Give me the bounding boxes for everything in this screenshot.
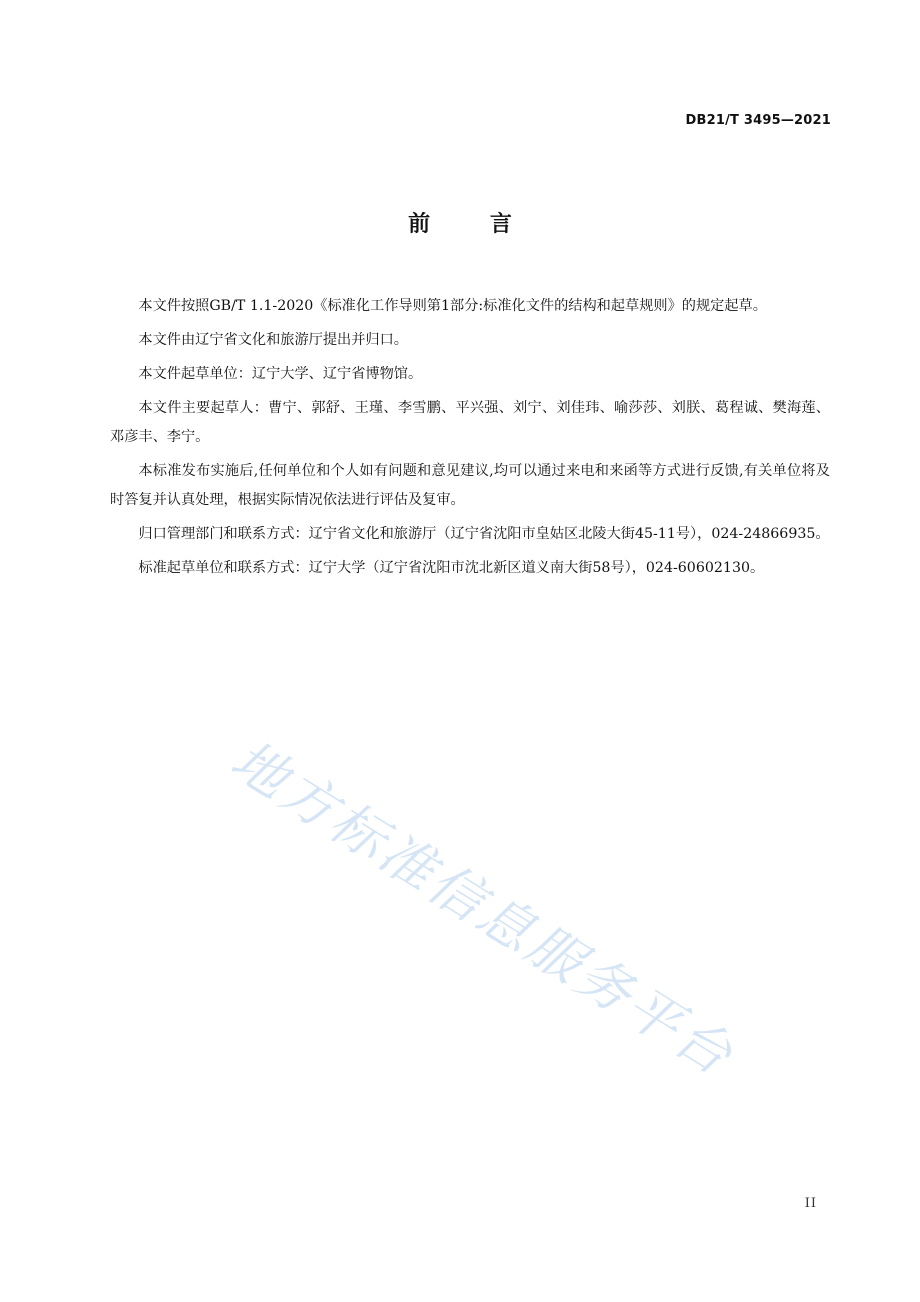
foreword-body	[110, 292, 830, 588]
paragraph-drafting-units: 本文件起草单位：辽宁大学、辽宁省博物馆。	[138, 366, 423, 382]
paragraph-drafter-contact: 标准起草单位和联系方式：辽宁大学（辽宁省沈阳市沈北新区道义南大街58号），024-60602130。	[138, 560, 765, 576]
paragraph-admin-contact: 归口管理部门和联系方式：辽宁省文化和旅游厅（辽宁省沈阳市皇姑区北陵大街45-11号），024-24866935。	[138, 526, 830, 542]
page-number: II	[804, 1196, 817, 1211]
document-code: DB21/T 3495—2021	[685, 113, 831, 128]
paragraph-proposer: 本文件由辽宁省文化和旅游厅提出并归口。	[138, 332, 408, 348]
watermark: 地方标准信息服务平台	[220, 728, 746, 1089]
paragraph-feedback: 本标准发布实施后,任何单位和个人如有问题和意见建议,均可以通过来电和来函等方式进行反馈,有关单位将及时答复并认真处理，根据实际情况依法进行评估及复审。	[110, 463, 830, 508]
paragraph-drafting-rules: 本文件按照GB/T 1.1-2020《标准化工作导则第1部分:标准化文件的结构和起草规则》的规定起草。	[138, 298, 767, 314]
paragraph-drafters: 本文件主要起草人：曹宁、郭舒、王瑾、李雪鹏、平兴强、刘宁、刘佳玮、喻莎莎、刘朕、葛程诚、樊海莲、邓彦丰、李宁。	[110, 400, 830, 445]
page-title: 前 言	[408, 212, 538, 237]
